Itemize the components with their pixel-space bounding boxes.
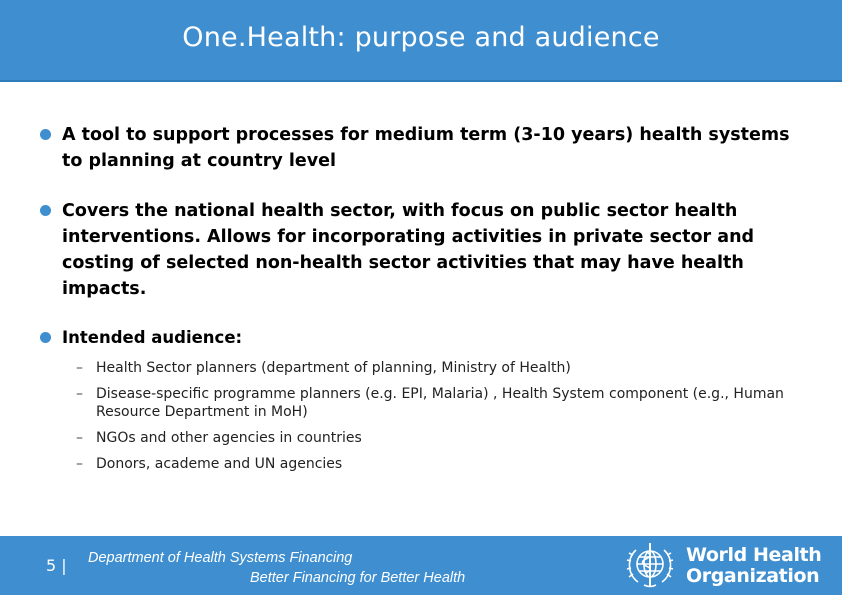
- bullet-item: [40, 198, 810, 302]
- slide-content: [40, 122, 810, 481]
- bullet-text: Intended audience:: [62, 328, 243, 347]
- bullet-dot-icon: [40, 205, 51, 216]
- list-item-text: Donors, academe and UN agencies: [96, 456, 343, 472]
- list-item: [76, 359, 810, 377]
- list-item-text: Disease-specific programme planners (e.g. EPI, Malaria) , Health System component (e.g., Human Resource Department in MoH): [96, 386, 784, 420]
- bullet-dot-icon: [40, 332, 51, 343]
- page-number: 5 |: [46, 556, 67, 575]
- slide-header: [0, 0, 842, 82]
- department-name: Department of Health Systems Financing: [88, 550, 353, 566]
- dash-icon: –: [76, 456, 83, 472]
- audience-list: [76, 359, 810, 473]
- tagline: Better Financing for Better Health: [250, 570, 466, 586]
- dash-icon: –: [76, 430, 83, 446]
- bullet-item: [40, 325, 810, 351]
- bullet-text: A tool to support processes for medium term (3-10 years) health systems to planning at country level: [62, 125, 790, 171]
- list-item: [76, 429, 810, 447]
- list-item: [76, 455, 810, 473]
- bullet-text: Covers the national health sector, with focus on public sector health interventions. Allows for incorporating activities in private sector and costing of selected non-health sector activities that may have health impacts.: [62, 201, 755, 299]
- list-item-text: Health Sector planners (department of planning, Ministry of Health): [96, 360, 571, 376]
- who-logo-text: World Health Organization: [686, 544, 822, 587]
- slide-footer: [0, 536, 842, 595]
- list-item-text: NGOs and other agencies in countries: [96, 430, 362, 446]
- dash-icon: –: [76, 386, 83, 402]
- who-emblem-icon: [622, 540, 678, 590]
- bullet-dot-icon: [40, 129, 51, 140]
- list-item: [76, 385, 810, 421]
- dash-icon: –: [76, 360, 83, 376]
- bullet-item: [40, 122, 810, 174]
- slide-title: One.Health: purpose and audience: [182, 22, 660, 53]
